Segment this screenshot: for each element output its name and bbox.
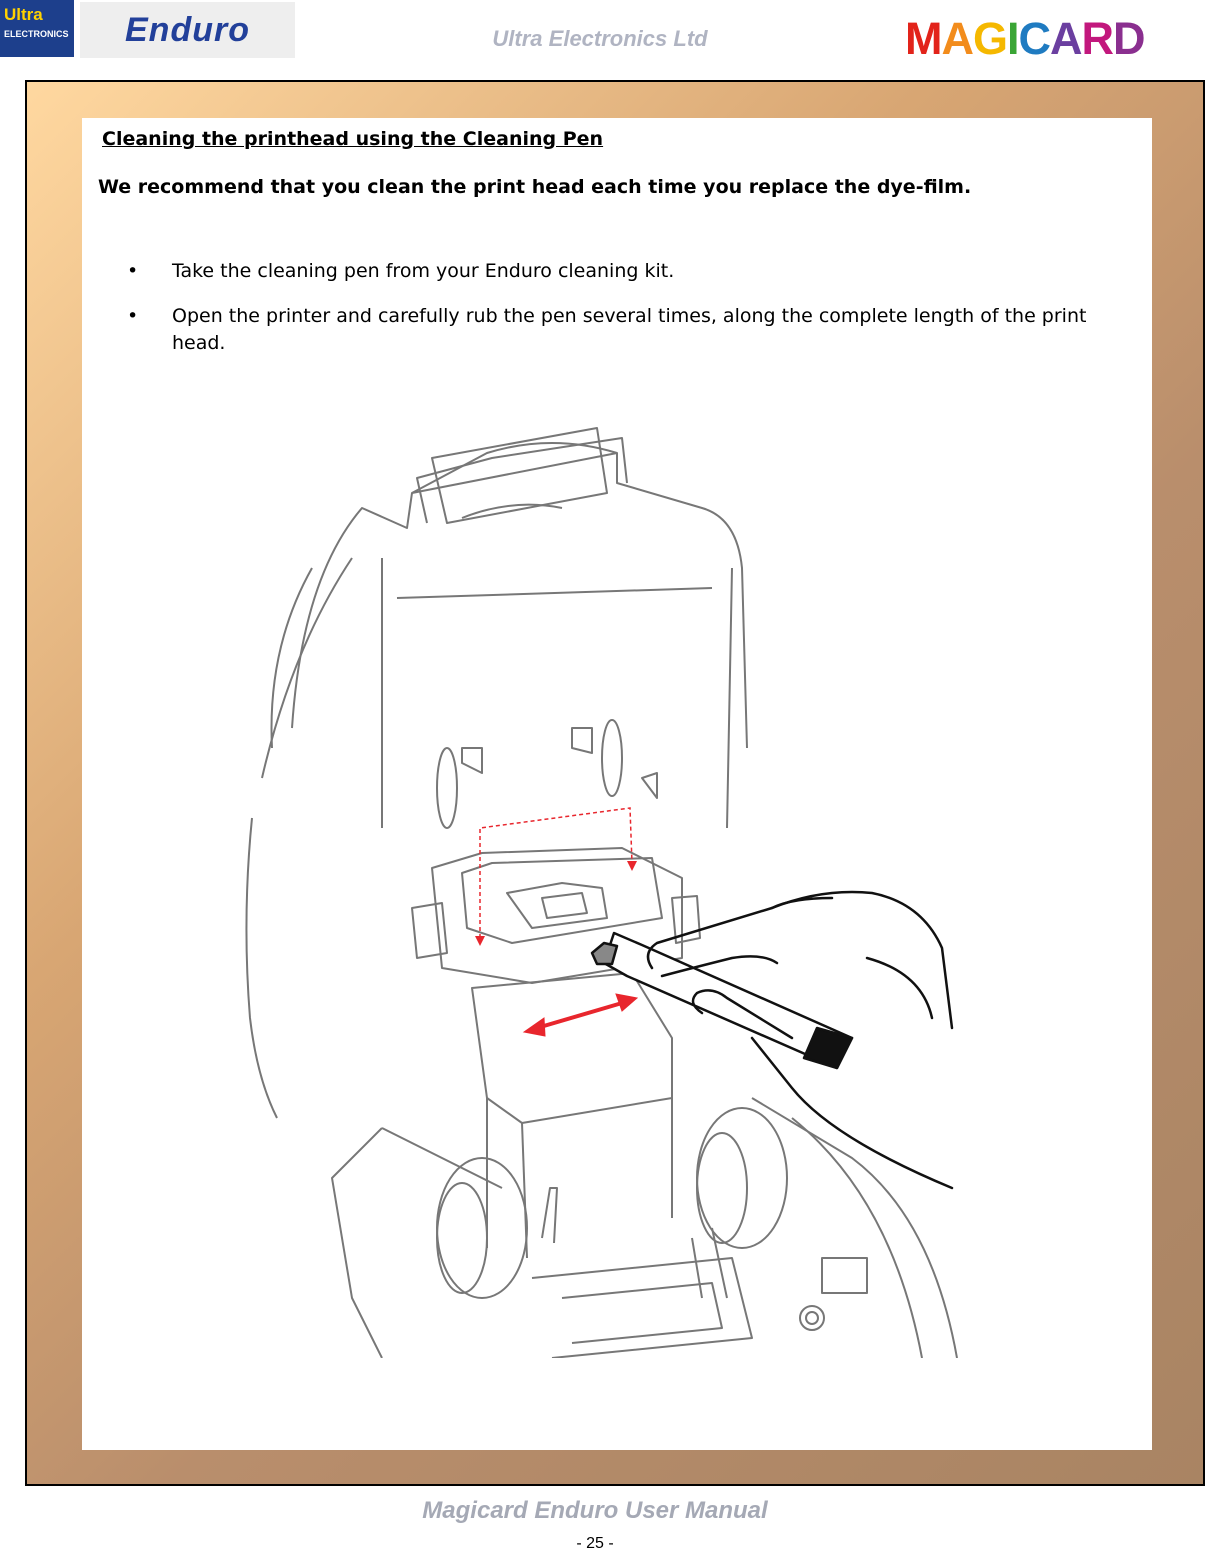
- ultra-logo-word: Ultra: [4, 5, 43, 24]
- enduro-logo: [80, 2, 295, 58]
- company-name: Ultra Electronics Ltd: [492, 26, 708, 51]
- magicard-logo-letter: A: [941, 13, 973, 64]
- magicard-logo-letter: M: [905, 13, 942, 64]
- content-panel: [82, 118, 1152, 1450]
- list-item: [127, 258, 1117, 285]
- intro-text: We recommend that you clean the print head each time you replace the dye-film.: [98, 176, 972, 198]
- magicard-logo-letter: I: [1007, 13, 1019, 64]
- enduro-logo-text: Enduro: [125, 10, 250, 49]
- list-item-text: Open the printer and carefully rub the pen several times, along the complete length of the print head.: [172, 305, 1087, 354]
- magicard-logo: [905, 14, 1145, 64]
- magicard-logo-letter: A: [1050, 13, 1082, 64]
- bullet-icon: •: [127, 260, 139, 282]
- ultra-electronics-logo: [0, 0, 74, 57]
- page-frame: [25, 80, 1205, 1486]
- list-item-text: Take the cleaning pen from your Enduro cleaning kit.: [172, 260, 675, 282]
- magicard-logo-letter: R: [1081, 13, 1114, 64]
- magicard-logo-letter: D: [1113, 13, 1145, 64]
- page-number: - 25 -: [576, 1535, 614, 1552]
- list-item: [127, 303, 1117, 357]
- magicard-logo-letter: G: [973, 13, 1008, 64]
- magicard-logo-letter: C: [1018, 13, 1051, 64]
- instruction-list: [127, 258, 1117, 375]
- printer-cleaning-illustration: [232, 398, 972, 1358]
- section-title: Cleaning the printhead using the Cleaning Pen: [102, 128, 604, 150]
- bullet-icon: •: [127, 305, 139, 327]
- manual-title: Magicard Enduro User Manual: [422, 1497, 768, 1524]
- electronics-logo-word: ELECTRONICS: [4, 29, 69, 39]
